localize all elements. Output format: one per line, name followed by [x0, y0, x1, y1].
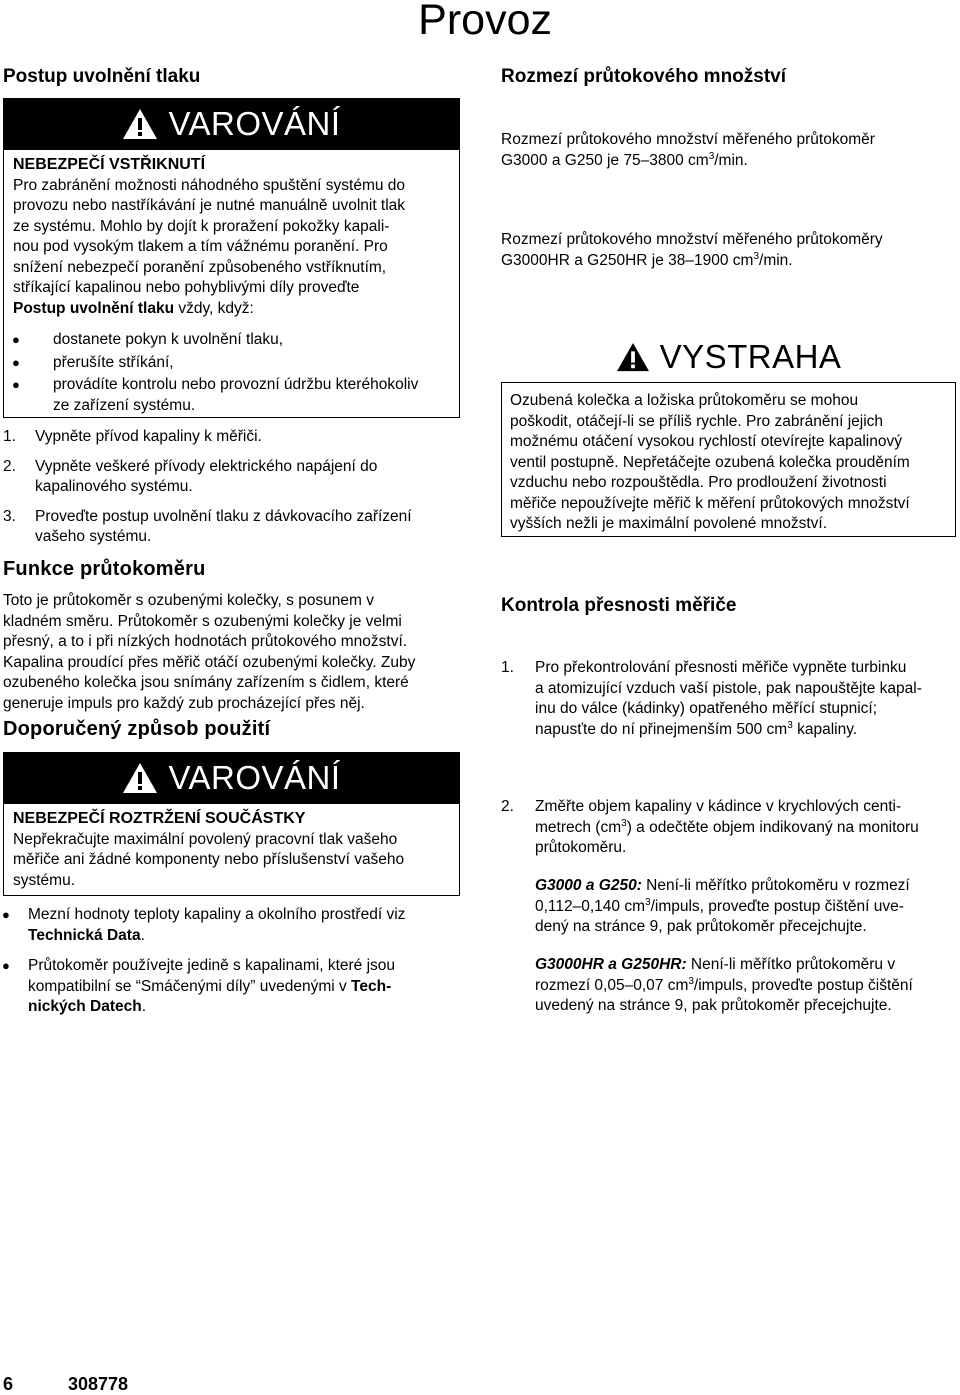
paragraph-line: [501, 151, 956, 172]
paragraph-line: Rozmezí průtokového množství měřeného průtokoměr: [501, 131, 875, 148]
document-number: 308778: [68, 1374, 129, 1394]
text-run: vždy, když:: [174, 299, 254, 317]
step-item: [3, 427, 460, 448]
warning-line: Pro zabránění možnosti náhodného spuštění systému do: [13, 176, 406, 194]
step-number: 3.: [3, 507, 16, 525]
bullet-text: provádíte kontrolu nebo provozní údržbu kteréhokoliv: [53, 376, 419, 393]
step-text: Proveďte postup uvolnění tlaku z dávkovacího zařízení: [35, 507, 412, 525]
model-label: G3000HR a G250HR:: [535, 956, 687, 973]
caution-line: měřiče nepoužívejte měřič k měření průtokových množství: [510, 494, 910, 512]
step-item: [3, 507, 460, 548]
caution-line: možnému otáčení vysokou rychlostí otevírejte kapalinový: [510, 433, 902, 450]
step-text: vašeho systému.: [35, 528, 152, 545]
text-run: dený na stránce 9, pak průtokoměr přecejchujte.: [535, 918, 867, 935]
text-run: /impuls, proveďte postup čištění: [693, 976, 913, 994]
caution-body: [510, 391, 949, 535]
warning-line: systému.: [13, 871, 76, 889]
step-text: a atomizující vzduch vaší pistole, pak napouštějte kapal-: [535, 679, 922, 697]
step-text: ) a odečtěte objem indikovaný na monitoru: [626, 818, 919, 836]
accuracy-step-1: [501, 658, 956, 740]
caution-line: Ozubená kolečka a ložiska průtokoměru se mohou: [510, 392, 859, 409]
step-item: [501, 797, 956, 859]
bullet-text: ze zařízení systému.: [53, 396, 196, 414]
bullet-text: Průtokoměr používejte jedině s kapalinami, které jsou: [28, 957, 396, 974]
warning-line: ze systému. Mohlo by dojít k proražení pokožky kapali-: [13, 217, 390, 235]
step-text: napusťte do ní přinejmenším 500 cm: [535, 720, 788, 738]
warning-subhead: NEBEZPEČÍ ROZTRŽENÍ SOUČÁSTKY: [13, 810, 306, 827]
section-heading-pressure-relief: Postup uvolnění tlaku: [3, 66, 201, 87]
paragraph-line: Kapalina proudící přes měřič otáčí ozubenými kolečky. Zuby: [3, 653, 416, 671]
warning-body: [13, 809, 453, 891]
step-text: kapaliny.: [792, 720, 858, 738]
page-number: 6: [3, 1374, 14, 1394]
warning-subhead: NEBEZPEČÍ VSTŘIKNUTÍ: [13, 156, 206, 173]
warning-label: VAROVÁNÍ: [168, 759, 341, 796]
superscript: 3: [688, 975, 694, 987]
bold-ref: Tech-: [351, 977, 392, 995]
step-text: Vypněte veškeré přívody elektrického napájení do: [35, 457, 378, 475]
paragraph-line: Toto je průtokoměr s ozubenými kolečky, s posunem v: [3, 592, 375, 609]
g3000hr-note: [535, 955, 956, 1017]
warning-line: nou pod vysokým tlakem a tím vážnému poranění. Pro: [13, 238, 388, 255]
text-run: Není-li měřítko průtokoměru v rozmezí: [641, 877, 910, 894]
flow-range-paragraph-2: [501, 230, 956, 271]
step-text: Pro překontrolování přesnosti měřiče vypněte turbinku: [535, 659, 907, 676]
warning-label: VAROVÁNÍ: [168, 105, 341, 142]
warning-header: [3, 752, 460, 804]
step-item: [3, 457, 460, 498]
model-label: G3000 a G250:: [535, 877, 642, 894]
warning-box-injection: [3, 98, 460, 418]
step-text: inu do válce (kádinky) opatřeného měřící stupnicí;: [535, 700, 878, 717]
warning-triangle-icon: [122, 108, 158, 140]
section-heading-recommended-use: Doporučený způsob použití: [3, 718, 271, 740]
superscript: 3: [621, 817, 627, 829]
paragraph-line: generuje impuls pro každý zub procházející přes něj.: [3, 694, 365, 712]
bullet-icon: ●: [12, 377, 20, 392]
bullet-item: [13, 375, 453, 416]
paragraph-line: [501, 251, 956, 272]
paragraph-line: přesný, a to i při nízkých hodnotách průtokového množství.: [3, 633, 408, 650]
bullet-item: [13, 353, 453, 374]
superscript: 3: [787, 719, 793, 731]
page-title: Provoz: [418, 0, 552, 44]
steps-list: [3, 427, 460, 548]
flow-range-paragraph-1: [501, 130, 956, 171]
bullet-item: [13, 330, 453, 351]
paragraph-line: Rozmezí průtokového množství měřeného průtokoměry: [501, 231, 883, 248]
bullet-text: Mezní hodnoty teploty kapaliny a okolního prostředí viz: [28, 906, 406, 923]
bullet-icon: ●: [2, 958, 10, 973]
warning-body: [13, 155, 453, 416]
caution-label: VYSTRAHA: [659, 338, 842, 375]
caution-divider: [502, 382, 955, 383]
g3000-note: [535, 876, 956, 938]
text-run: /min.: [714, 151, 748, 169]
step-text: Změřte objem kapaliny v kádince v krychlových centi-: [535, 798, 902, 815]
superscript: 3: [645, 896, 651, 908]
step-text: metrech (cm: [535, 818, 622, 836]
text-run: /min.: [759, 251, 793, 269]
paragraph-line: kladném směru. Průtokoměr s ozubenými kolečky je velmi: [3, 612, 402, 630]
text-run: rozmezí 0,05–0,07 cm: [535, 976, 689, 994]
step-number: 2.: [3, 457, 16, 475]
text-run: /impuls, proveďte postup čištění uve-: [650, 897, 904, 915]
section-heading-flowmeter-function: Funkce průtokoměru: [3, 558, 206, 580]
step-text: Vypněte přívod kapaliny k měřiči.: [35, 428, 262, 445]
warning-line: provozu nebo nastříkávání je nutné manuálně uvolnit tlak: [13, 197, 406, 214]
step-text: průtokoměru.: [535, 839, 627, 856]
flowmeter-function-paragraph: [3, 591, 460, 714]
warning-box-rupture: [3, 752, 460, 896]
text-run: kompatibilní se “Smáčenými díly” uvedenými v: [28, 977, 352, 995]
paragraph-line: ozubeného kolečka jsou snímány zařízením s čidlem, které: [3, 674, 409, 691]
caution-line: vyšších nežli je maximální povolené množství.: [510, 515, 828, 532]
bullet-item: [3, 956, 460, 1018]
text-run: 0,112–0,140 cm: [535, 897, 646, 915]
bullet-text: dostanete pokyn k uvolnění tlaku,: [53, 331, 284, 348]
caution-header: [501, 332, 956, 382]
text-run: Není-li měřítko průtokoměru v: [686, 956, 896, 973]
accuracy-step-2: [501, 797, 956, 859]
usage-bullets: [3, 905, 460, 1018]
bold-ref: Postup uvolnění tlaku: [13, 299, 175, 317]
warning-line: měřiče ani žádné komponenty nebo příslušenství vašeho: [13, 851, 405, 868]
warning-header: [3, 98, 460, 150]
warning-line: stříkající kapalinou nebo pohyblivými díly proveďte: [13, 279, 360, 296]
bold-ref: nických Datech: [28, 998, 142, 1015]
caution-line: poškodit, otáčejí-li se příliš rychle. Pro zabránění jejich: [510, 412, 884, 430]
bullet-icon: ●: [2, 907, 10, 922]
text-run: .: [140, 926, 145, 944]
bullet-text: přerušíte stříkání,: [53, 353, 174, 371]
superscript: 3: [753, 250, 760, 262]
section-heading-flow-range: Rozmezí průtokového množství: [501, 66, 787, 87]
bold-ref: Technická Data: [28, 926, 141, 944]
caution-line: ventil postupně. Nepřetáčejte ozubená kolečka prouděním: [510, 453, 910, 471]
bullet-item: [3, 905, 460, 946]
superscript: 3: [708, 150, 715, 162]
warning-triangle-icon: [122, 762, 158, 794]
step-number: 1.: [3, 428, 16, 445]
step-text: kapalinového systému.: [35, 478, 193, 495]
bullet-icon: ●: [12, 354, 20, 370]
bullet-icon: ●: [12, 332, 20, 347]
caution-line: vzduchu nebo rozpouštědla. Pro prodloužení životnosti: [510, 474, 887, 491]
text-run: uvedený na stránce 9, pak průtokoměr přecejchujte.: [535, 997, 892, 1014]
warning-line: [13, 299, 453, 320]
section-heading-accuracy-check: Kontrola přesnosti měřiče: [501, 595, 737, 616]
caution-triangle-icon: [616, 342, 650, 372]
warning-line: snížení nebezpečí poranění způsobeného vstříknutím,: [13, 258, 387, 276]
step-item: [501, 658, 956, 740]
caution-box: [501, 332, 956, 537]
text-run: .: [141, 998, 147, 1015]
text-run: G3000HR a G250HR je 38–1900 cm: [501, 251, 754, 269]
text-run: G3000 a G250 je 75–3800 cm: [501, 151, 709, 169]
step-number: 2.: [501, 798, 514, 815]
step-number: 1.: [501, 659, 514, 676]
warning-line: Nepřekračujte maximální povolený pracovní tlak vašeho: [13, 830, 398, 848]
